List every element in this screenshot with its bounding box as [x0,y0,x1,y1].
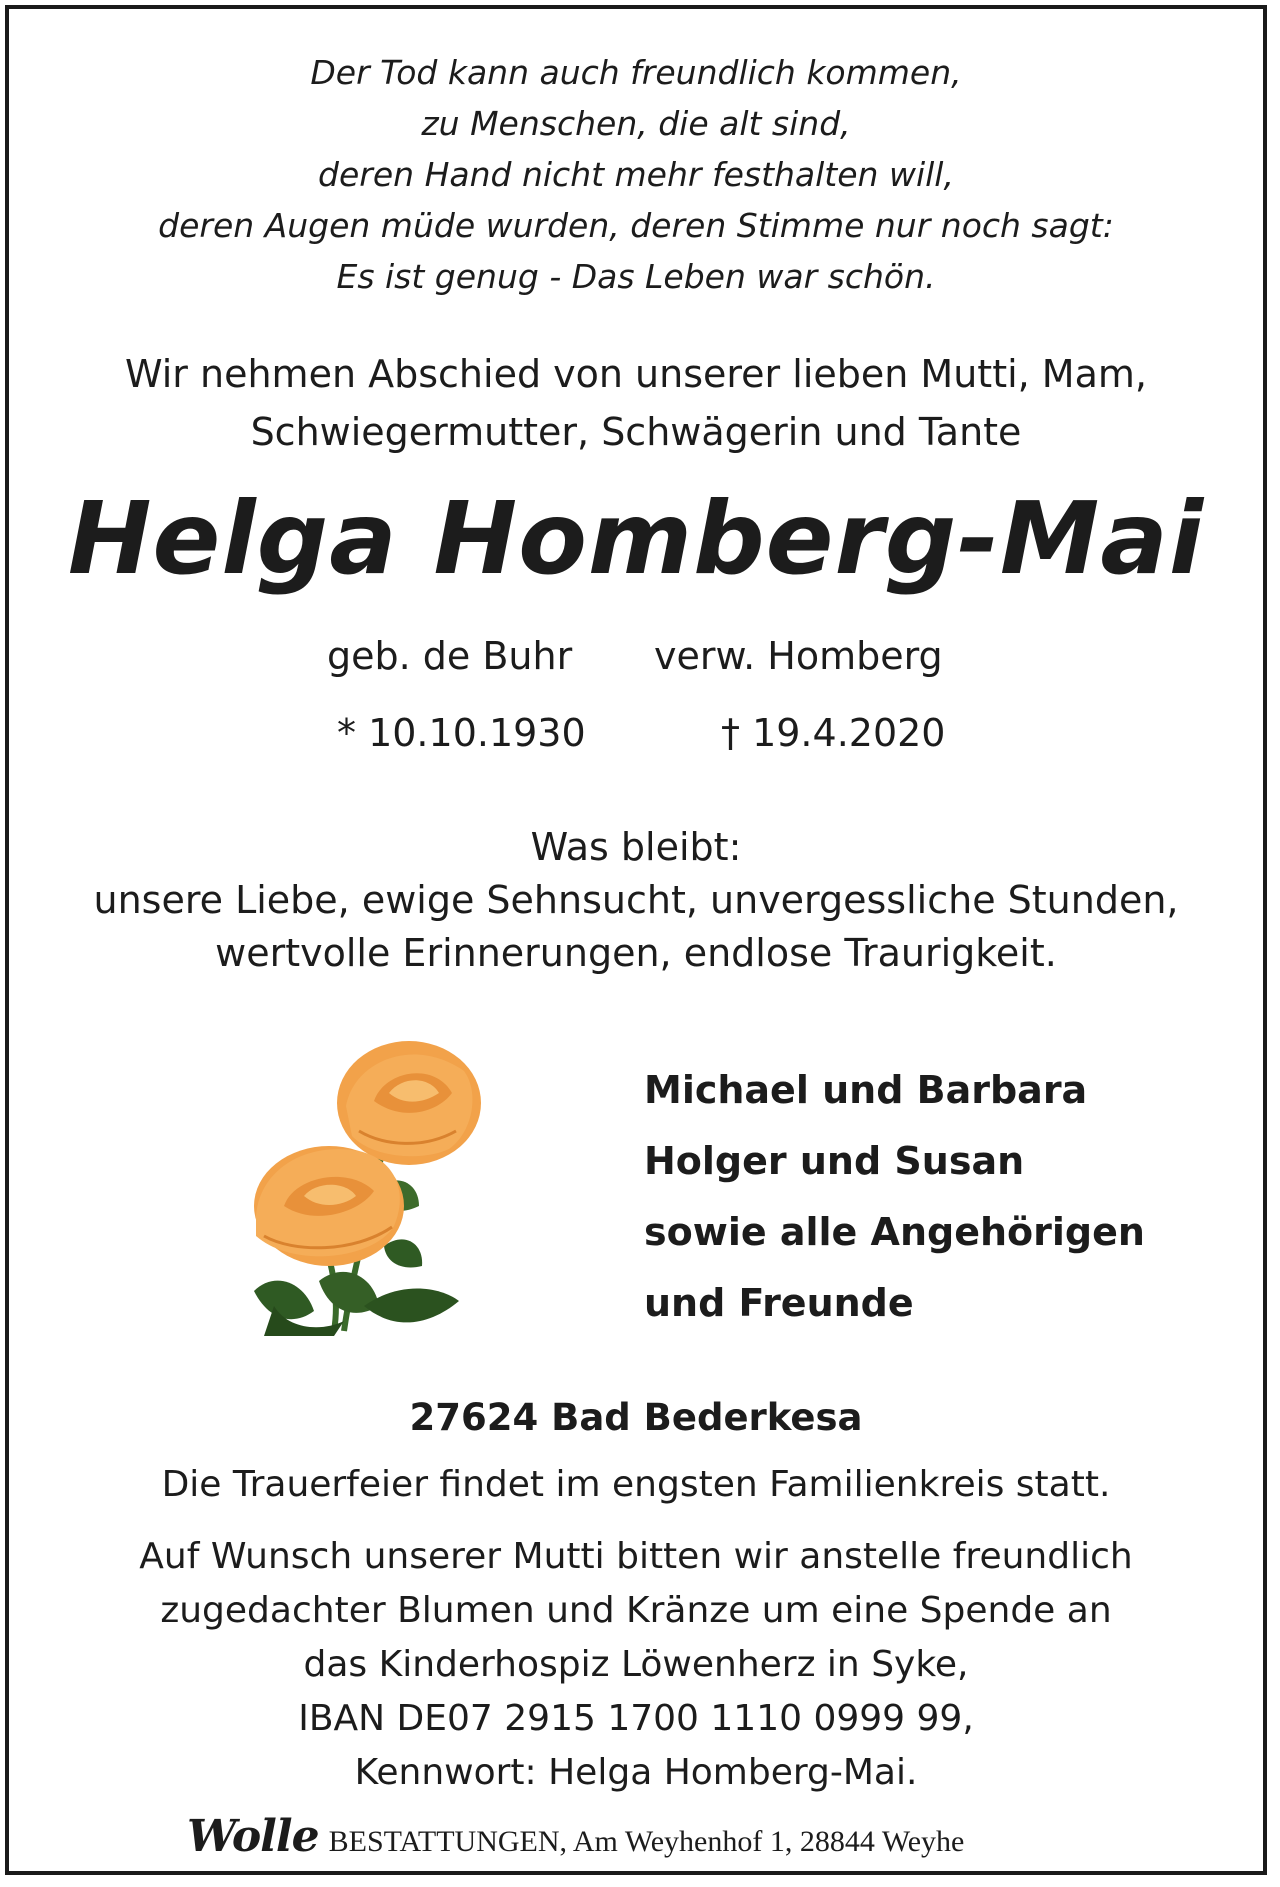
funeral-home-address: BESTATTUNGEN, Am Weyhenhof 1, 28844 Weyhe [328,1825,965,1858]
remains-line: wertvolle Erinnerungen, endlose Traurigkeit. [215,931,1057,975]
donation-line: Auf Wunsch unserer Mutti bitten wir anstelle freundlich [139,1536,1133,1577]
mourners-list [644,1055,1145,1339]
donation-line: das Kinderhospiz Löwenherz in Syke, [303,1644,969,1685]
mourner: und Freunde [644,1281,914,1325]
mourner: Michael und Barbara [644,1068,1088,1112]
poem-line: deren Hand nicht mehr festhalten will, [318,155,954,194]
birth-date: * 10.10.1930 [337,711,586,755]
funeral-home-footer [187,1811,964,1862]
donation-line: IBAN DE07 2915 1700 1110 0999 99, [298,1698,974,1739]
remains-text [9,821,1263,980]
donation-line: zugedachter Blumen und Kränze um eine Spende an [160,1590,1112,1631]
ceremony-notice: Die Trauerfeier findet im engsten Familienkreis statt. [161,1464,1111,1505]
maiden-name: geb. de Buhr [327,634,573,678]
city: 27624 Bad Bederkesa [409,1396,863,1439]
mourner: Holger und Susan [644,1139,1025,1183]
deceased-name: Helga Homberg-Mai [67,480,1205,597]
mourner: sowie alle Angehörigen [644,1210,1145,1254]
death-date: † 19.4.2020 [721,711,946,755]
obituary-frame [5,5,1267,1875]
poem-line: Der Tod kann auch freundlich kommen, [310,53,962,92]
intro-line: Wir nehmen Abschied von unserer lieben Mutti, Mam, [125,352,1147,396]
intro-line: Schwiegermutter, Schwägerin und Tante [250,410,1022,454]
donation-request [9,1530,1263,1800]
poem-line: deren Augen müde wurden, deren Stimme nur noch sagt: [158,206,1114,245]
roses-image [234,1031,534,1336]
intro-text [9,345,1263,461]
remains-line: unsere Liebe, ewige Sehnsucht, unvergessliche Stunden, [93,878,1179,922]
poem-line: zu Menschen, die alt sind, [421,104,851,143]
remains-line: Was bleibt: [530,825,742,869]
donation-line: Kennwort: Helga Homberg-Mai. [354,1752,918,1793]
funeral-home-logo: Wolle [187,1811,319,1862]
poem-line: Es ist genug - Das Leben war schön. [336,257,936,296]
widowed-name: verw. Homberg [654,634,943,678]
poem [9,47,1263,302]
